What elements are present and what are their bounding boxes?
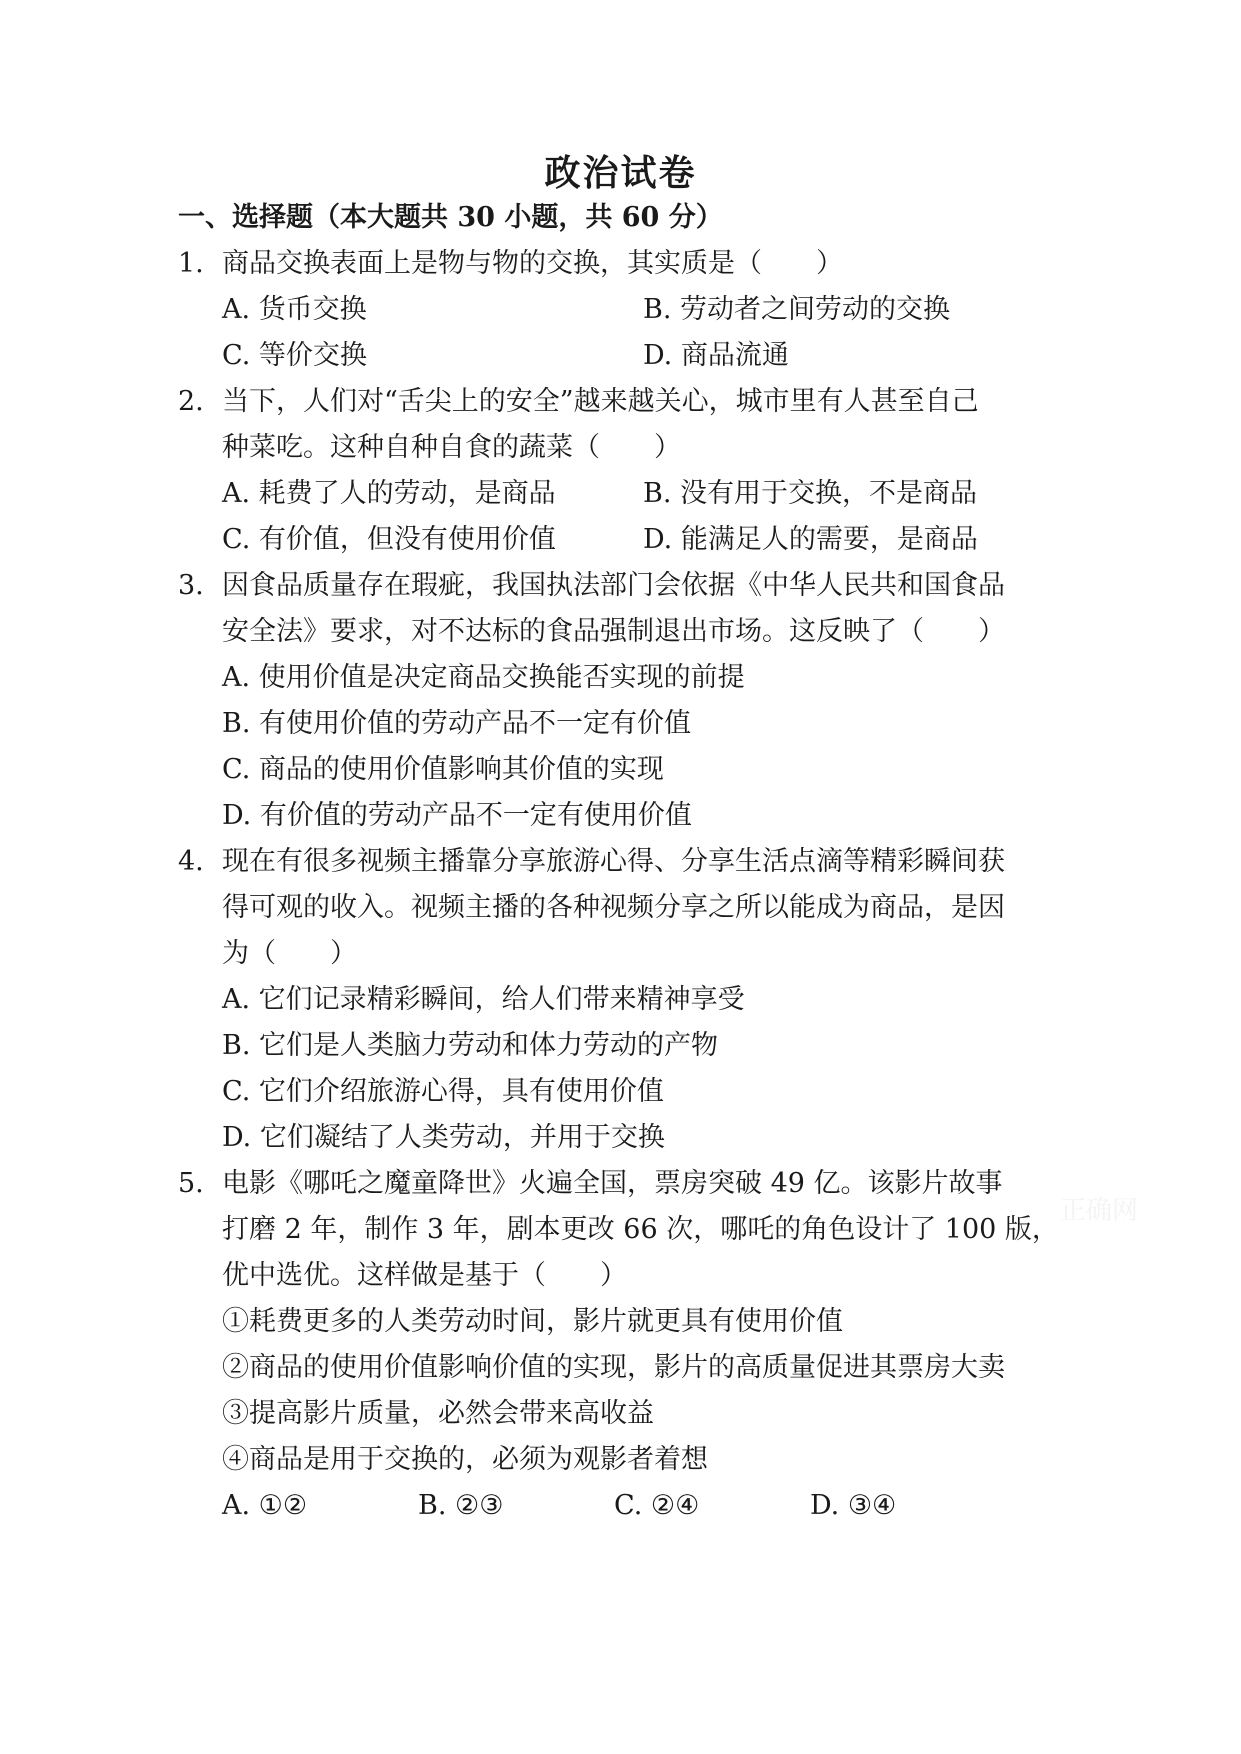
question-stem-line: 现在有很多视频主播靠分享旅游心得、分享生活点滴等精彩瞬间获 — [222, 846, 1005, 877]
question-stem-line: 种菜吃。这种自种自食的蔬菜（ ） — [222, 432, 681, 463]
option-d: D. 能满足人的需要，是商品 — [643, 524, 978, 555]
statement-4: ④商品是用于交换的，必须为观影者着想 — [222, 1444, 708, 1475]
option-b: B. 有使用价值的劳动产品不一定有价值 — [222, 708, 692, 739]
statement-1: ①耗费更多的人类劳动时间，影片就更具有使用价值 — [222, 1306, 843, 1337]
option-c: C. 等价交换 — [222, 340, 367, 371]
option-a: A. ①② — [222, 1490, 308, 1521]
question-stem-line: 为（ ） — [222, 938, 357, 969]
option-c: C. 有价值，但没有使用价值 — [222, 524, 556, 555]
option-c: C. 商品的使用价值影响其价值的实现 — [222, 754, 664, 785]
question-stem-line: 因食品质量存在瑕疵，我国执法部门会依据《中华人民共和国食品 — [222, 570, 1005, 601]
option-b: B. 没有用于交换，不是商品 — [643, 478, 978, 509]
option-a: A. 它们记录精彩瞬间，给人们带来精神享受 — [222, 984, 745, 1015]
option-c: C. 它们介绍旅游心得，具有使用价值 — [222, 1076, 664, 1107]
question-stem-line: 当下，人们对“舌尖上的安全”越来越关心，城市里有人甚至自己 — [222, 386, 979, 417]
question-stem-line: 安全法》要求，对不达标的食品强制退出市场。这反映了（ ） — [222, 616, 1005, 647]
watermark: 正确网 — [1060, 1196, 1139, 1226]
statement-3: ③提高影片质量，必然会带来高收益 — [222, 1398, 654, 1429]
option-b: B. 劳动者之间劳动的交换 — [643, 294, 951, 325]
question-stem-line: 得可观的收入。视频主播的各种视频分享之所以能成为商品，是因 — [222, 892, 1005, 923]
question-number: 2. — [178, 386, 204, 417]
question-stem-line: 优中选优。这样做是基于（ ） — [222, 1260, 627, 1291]
question-stem-line: 电影《哪吒之魔童降世》火遍全国，票房突破 49 亿。该影片故事 — [222, 1168, 1003, 1199]
question-number: 3. — [178, 570, 204, 601]
question-number: 5. — [178, 1168, 204, 1199]
option-b: B. ②③ — [418, 1490, 504, 1521]
section-heading: 一、选择题（本大题共 30 小题，共 60 分） — [178, 202, 723, 233]
option-a: A. 货币交换 — [222, 294, 367, 325]
option-d: D. ③④ — [810, 1490, 897, 1521]
option-a: A. 耗费了人的劳动，是商品 — [222, 478, 556, 509]
option-d: D. 商品流通 — [643, 340, 789, 371]
option-d: D. 它们凝结了人类劳动，并用于交换 — [222, 1122, 665, 1153]
question-number: 4. — [178, 846, 204, 877]
statement-2: ②商品的使用价值影响价值的实现，影片的高质量促进其票房大卖 — [222, 1352, 1005, 1383]
question-number: 1. — [178, 248, 204, 279]
option-c: C. ②④ — [614, 1490, 700, 1521]
option-b: B. 它们是人类脑力劳动和体力劳动的产物 — [222, 1030, 719, 1061]
question-stem-line: 商品交换表面上是物与物的交换，其实质是（ ） — [222, 248, 843, 279]
option-a: A. 使用价值是决定商品交换能否实现的前提 — [222, 662, 745, 693]
question-stem-line: 打磨 2 年，制作 3 年，剧本更改 66 次，哪吒的角色设计了 100 版， — [222, 1214, 1059, 1245]
page-title: 政治试卷 — [544, 152, 697, 194]
option-d: D. 有价值的劳动产品不一定有使用价值 — [222, 800, 692, 831]
